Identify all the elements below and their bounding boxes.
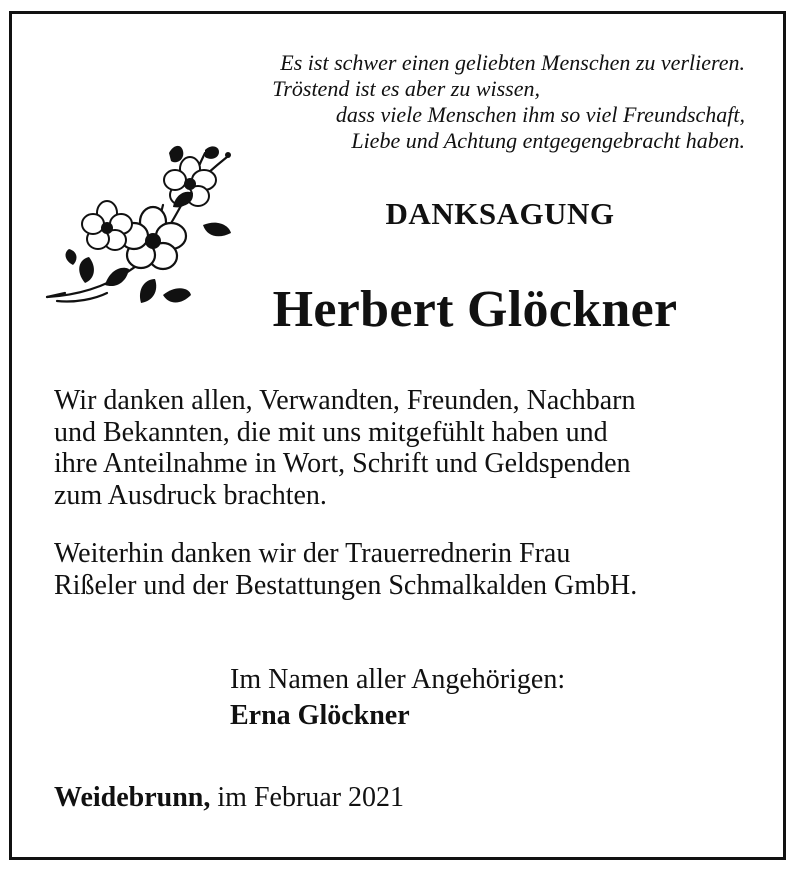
paragraph-line: Rißeler und der Bestattungen Schmalkalden GmbH. [54,569,638,601]
place: Weidebrunn, [54,782,211,813]
paragraph-line: Weiterhin danken wir der Trauerrednerin Frau [54,538,571,569]
poem-line: Liebe und Achtung entgegengebracht haben. [351,128,745,153]
paragraph-line: und Bekannten, die mit uns mitgefühlt haben und [54,416,608,448]
closing [230,662,565,734]
thanks-paragraph [54,385,635,511]
poem-line: dass viele Menschen ihm so viel Freundschaft, [335,102,745,127]
date: im Februar 2021 [217,782,405,813]
additional-thanks-paragraph [54,538,637,601]
poem-line: Es ist schwer einen geliebten Menschen zu verlieren. [280,50,745,75]
closing-line: Im Namen aller Angehörigen: [230,664,566,695]
signer-name: Erna Glöckner [230,700,410,731]
paragraph-line: ihre Anteilnahme in Wort, Schrift und Geldspenden [54,448,631,479]
paragraph-line: Wir danken allen, Verwandten, Freunden, Nachbarn [54,385,636,416]
paragraph-line: zum Ausdruck brachten. [54,479,327,511]
deceased-name: Herbert Glöckner [272,281,678,338]
place-date [54,782,404,814]
poem-line: Tröstend ist es aber zu wissen, [272,76,540,101]
heading: DANKSAGUNG [385,196,615,231]
